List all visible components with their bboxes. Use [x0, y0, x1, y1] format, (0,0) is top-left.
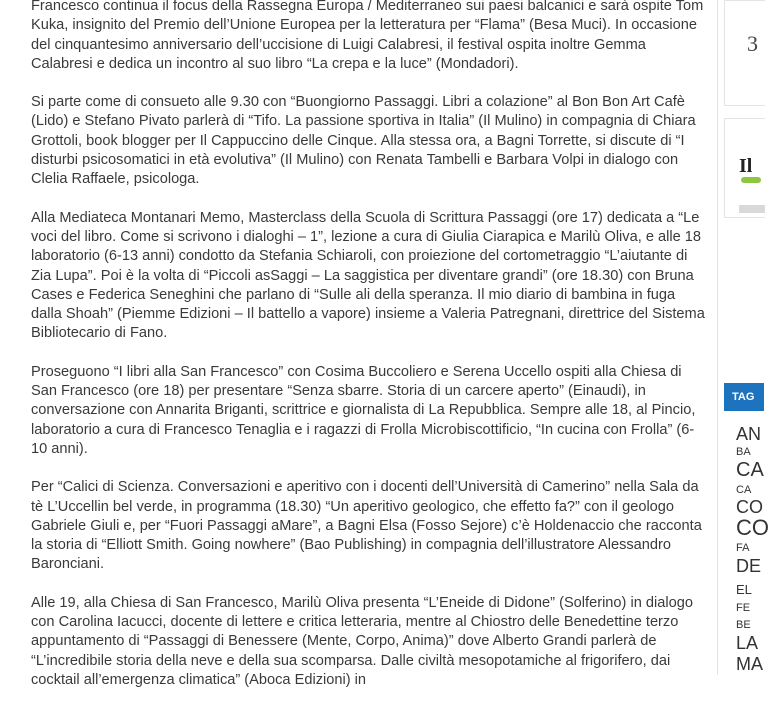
tag-cloud-header: TAG — [724, 383, 764, 411]
sidebar — [724, 0, 769, 675]
tag-link[interactable]: BA — [736, 446, 751, 458]
tag-link[interactable]: CO — [736, 515, 769, 540]
sidebar-banner[interactable] — [724, 118, 765, 218]
tag-link[interactable]: BE — [736, 619, 751, 631]
article-paragraph: Per “Calici di Scienza. Conversazioni e aperitivo con i docenti dell’Università di Camerino” nella Sala da tè L’Uccellin bel verde, in programma (18.30) “Un aperitivo geologico, che effetto fa?” con il geologo Gabriele Giuli e, per “Fuori Passaggi aMare”, a Bagni Elsa (Fosso Sejore) c’è Holdenaccio che racconta la storia di “Elliott Smith. Going nowhere” (Bao Publishing) in compagnia dell’illustratore Alessandro Baronciani. — [31, 479, 702, 573]
tag-link[interactable]: FA — [736, 542, 750, 554]
banner-logo: Il — [739, 155, 753, 177]
column-divider — [717, 0, 718, 675]
tag-link[interactable]: LA — [736, 633, 759, 653]
tag-link[interactable]: FE — [736, 602, 751, 614]
tag-link[interactable]: CA — [736, 459, 764, 481]
article-paragraph: Proseguono “I libri alla San Francesco” con Cosima Buccoliero e Serena Uccello ospiti alla Chiesa di San Francesco (ore 18) per presentare “Senza sbarre. Storia di un carcere aperto” (Einaudi), in conversazione con Annarita Briganti, scrittrice e giornalista di La Repubblica. Sempre alle 18, al Pincio, laboratorio a cura di Francesco Tenaglia e i ragazzi di Frolla Microbiscottificio, “In cucina con Frolla” (6-10 anni). — [31, 363, 696, 457]
article-paragraph: Alla Mediateca Montanari Memo, Masterclass della Scuola di Scrittura Passaggi (ore 17) dedicata a “Le voci del libro. Come si scrivono i dialoghi – 1”, lezione a cura di Giulia Ciarapica e Marilù Oliva, e alle 18 laboratorio (6-13 anni) condotto da Stefania Schiaroli, con proiezione del cortometraggio “L’aiutante di Zia Lupa”. Poi è la volta di “Piccoli asSaggi – La saggistica per diventare grandi” (ore 18.30) con Bruna Cases e Federica Seneghini che parlano di “Sulle ali della speranza. Il mio diario di bambina in fuga dalla Shoah” (Piemme Edizioni – Il battello a vapore) insieme a Valeria Patregnani, direttrice del Sistema Bibliotecario di Fano. — [31, 209, 705, 342]
banner-logo-accent — [741, 177, 761, 183]
tag-link[interactable]: MA — [736, 654, 763, 674]
sidebar-widget[interactable] — [724, 0, 765, 106]
sidebar-widget-text: 3 — [747, 31, 758, 56]
article-body — [31, 0, 709, 709]
banner-shadow — [739, 205, 765, 213]
tag-link[interactable]: CA — [736, 484, 752, 496]
tag-link[interactable]: DE — [736, 556, 762, 576]
tag-link[interactable]: CO — [736, 497, 763, 517]
tag-link[interactable]: EL — [736, 582, 752, 597]
article-paragraph: Francesco continua il focus della Rassegna Europa / Mediterraneo sui paesi balcanici e sarà ospite Tom Kuka, insignito del Premio dell’Unione Europea per la letteratura per “Flama” (Besa Muci). In occasione del cinquantesimo anniversario dell’uccisione di Luigi Calabresi, il festival ospita inoltre Gemma Calabresi e dedica un incontro al suo libro “La crepa e la luce” (Mondadori). — [31, 0, 704, 72]
tag-link[interactable]: AN — [736, 424, 762, 444]
article-paragraph: Alle 19, alla Chiesa di San Francesco, Marilù Oliva presenta “L’Eneide di Didone” (Solferino) in dialogo con Carolina Iacucci, docente di lettere e critica letteraria, mentre al Chiostro delle Benedettine terzo appuntamento di “Passaggi di Benessere (Mente, Corpo, Anima)” dove Alberto Grandi parlerà de “L’incredibile storia della neve e della sua scomparsa. Dalle civiltà mesopotamiche al frigorifero, dai cocktail all’emergenza climatica” (Aboca Edizioni) in — [31, 594, 693, 688]
article-paragraph: Si parte come di consueto alle 9.30 con “Buongiorno Passaggi. Libri a colazione” al Bon Bon Art Cafè (Lido) e Stefano Pivato parlerà di “Tifo. La passione sportiva in Italia” (Il Mulino) in compagnia di Chiara Grottoli, book blogger per Il Cappuccino delle Cinque. Alla stessa ora, a Bagni Torrette, si discute di “I disturbi psicosomatici in età evolutiva” (Il Mulino) con Renata Tambelli e Barbara Volpi in dialogo con Clelia Raffaele, psicologa. — [31, 94, 696, 188]
